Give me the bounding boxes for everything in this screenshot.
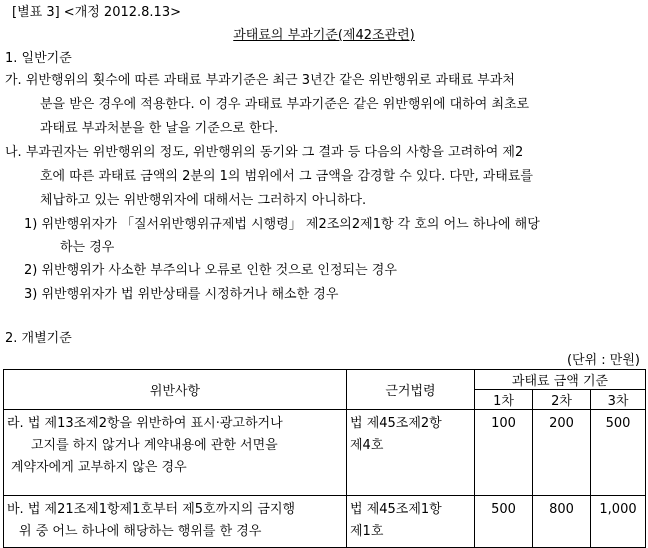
amount-third: 1,000: [591, 496, 646, 548]
para-ga-line-1-text: 가. 위반행위의 횟수에 따른 과태료 부과기준은 최근 3년간 같은 위반행위로 과태료 부과처: [5, 73, 515, 88]
header-third: 3차: [591, 390, 646, 410]
amount-second: 200: [533, 410, 591, 496]
document-title-text: 과태료의 부과기준(제42조관련): [233, 28, 415, 43]
para-ga-line-2: 분을 받은 경우에 적용한다. 이 경우 과태료 부과기준은 같은 위반행위에 대하여 최초로: [40, 97, 530, 112]
amount-first: 100: [475, 410, 533, 496]
para-na-line-3: 체납하고 있는 위반행위자에 대해서는 그러하지 아니하다.: [40, 193, 367, 208]
violation-line: 위 중 어느 하나에 해당하는 행위를 한 경우: [19, 524, 262, 539]
list-item-1: 1) 위반행위자가 「질서위반행위규제법 시행령」 제2조의2제1항 각 호의 어느 하나에 해당: [24, 217, 540, 232]
header-law: 근거법령: [347, 370, 475, 410]
law-line: 법 제45조제1항: [350, 502, 442, 517]
list-item-2: 2) 위반행위가 사소한 부주의나 오류로 인한 것으로 인정되는 경우: [24, 263, 397, 278]
law-cell: [347, 410, 475, 496]
violation-line: 고지를 하지 않거나 계약내용에 관한 서면을: [31, 438, 278, 453]
amount-first: 500: [475, 496, 533, 548]
annex-header: [별표 3] <개정 2012.8.13>: [12, 5, 181, 20]
violation-line: 바. 법 제21조제1항제1호부터 제5호까지의 금지행: [7, 502, 296, 517]
law-line: 법 제45조제2항: [350, 416, 442, 431]
header-first: 1차: [475, 390, 533, 410]
unit-label: (단위 : 만원): [566, 353, 640, 368]
para-na-line-1: 나. 부과권자는 위반행위의 정도, 위반행위의 동기와 그 결과 등 다음의 사항을 고려하여 제2: [5, 145, 524, 160]
header-amount: 과태료 금액 기준: [475, 370, 646, 390]
para-ga-line-3: 과태료 부과처분을 한 날을 기준으로 한다.: [40, 121, 279, 136]
violation-cell: [4, 410, 347, 496]
document-title: [0, 27, 648, 44]
para-ga-line-1: [5, 72, 641, 89]
list-item-1-cont: 하는 경우: [60, 240, 115, 255]
general-heading: 1. 일반기준: [5, 51, 72, 66]
amount-third: 500: [591, 410, 646, 496]
list-item-3: 3) 위반행위자가 법 위반상태를 시정하거나 해소한 경우: [24, 287, 339, 302]
violation-line: 라. 법 제13조제2항을 위반하여 표시·광고하거나: [7, 416, 283, 431]
header-second: 2차: [533, 390, 591, 410]
violation-line: 계약자에게 교부하지 않은 경우: [11, 460, 187, 475]
para-na-line-2: 호에 따른 과태료 금액의 2분의 1의 범위에서 그 금액을 감경할 수 있다. 다만, 과태료를: [40, 169, 533, 184]
law-line: 제1호: [350, 524, 384, 539]
header-violation: 위반사항: [4, 370, 347, 410]
table-row: [4, 410, 646, 496]
law-line: 제4호: [350, 438, 384, 453]
fee-table: [3, 369, 646, 548]
individual-heading: 2. 개별기준: [5, 331, 72, 346]
amount-second: 800: [533, 496, 591, 548]
table-header-row: [4, 370, 646, 390]
